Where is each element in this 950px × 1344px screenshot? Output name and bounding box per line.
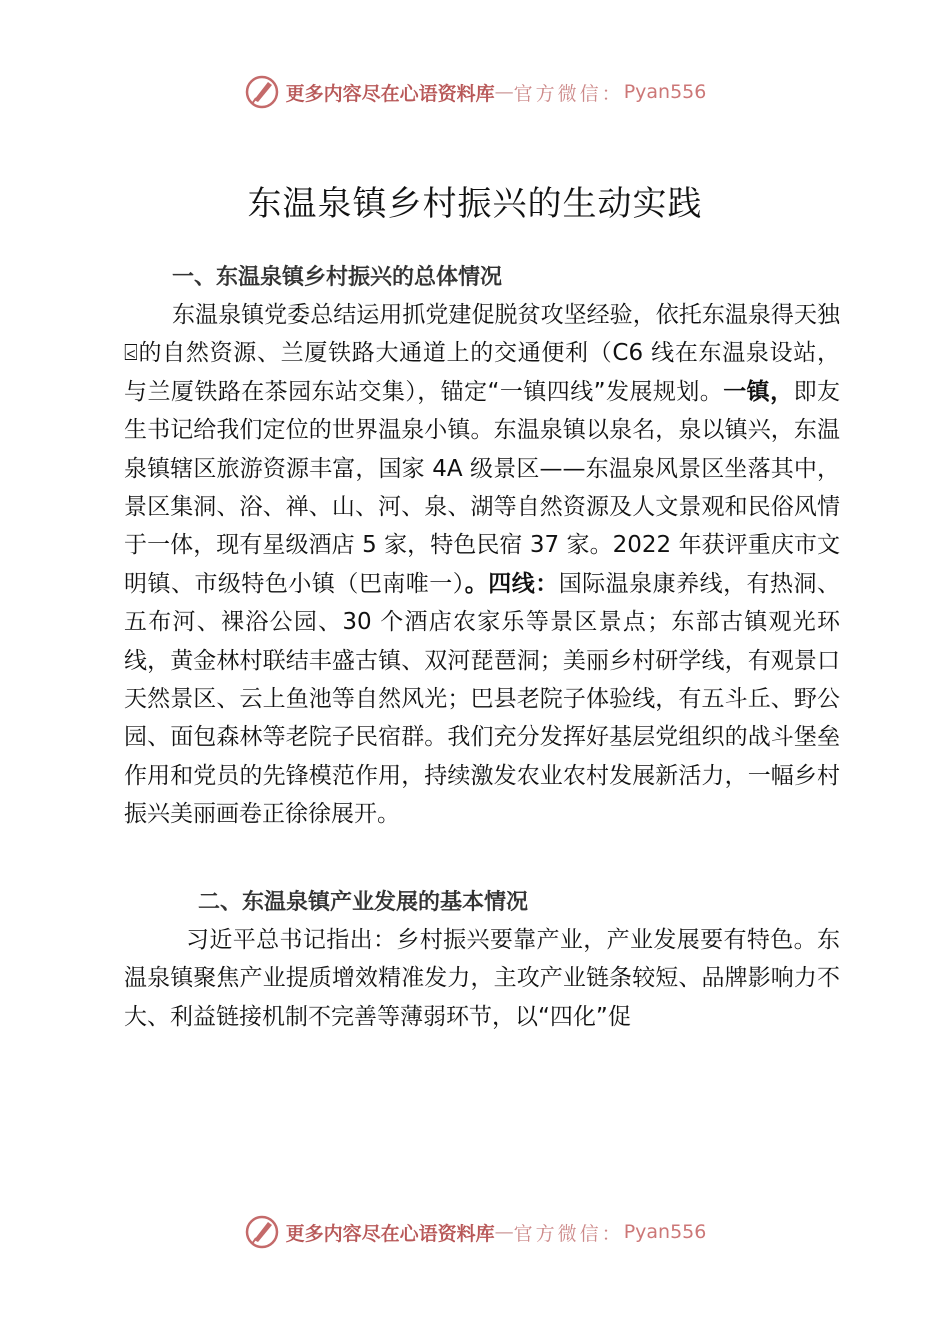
- watermark-wechat-id: Pyan556: [623, 81, 707, 103]
- paragraph-text-a: 东温泉镇党委总结运用抓党建促脱贫攻坚经验，依托东温泉得天独⍃的自然资源、兰厦铁路大通道上的交通便利（C6 线在东温泉设站，与兰厦铁路在茶园东站交集），锚定“一镇四线”发展规划。: [124, 302, 840, 405]
- section-1-paragraph: [124, 296, 840, 834]
- section-heading-1: 一、东温泉镇乡村振兴的总体情况: [172, 264, 503, 290]
- watermark-header: [0, 72, 950, 112]
- watermark-wechat-label: 官方微信：: [513, 82, 624, 105]
- pen-quill-logo-icon: [244, 1214, 280, 1250]
- watermark-wechat-label: 官方微信：: [513, 1222, 624, 1245]
- watermark-text: 更多内容尽在心语资料库: [285, 1222, 495, 1245]
- watermark-text: 更多内容尽在心语资料库: [285, 82, 495, 105]
- page-title: 东温泉镇乡村振兴的生动实践: [247, 184, 703, 224]
- watermark-separator: —: [494, 1221, 514, 1243]
- section-2-paragraph: 习近平总书记指出：乡村振兴要靠产业，产业发展要有特色。东温泉镇聚焦产业提质增效精准发力，主攻产业链条较短、品牌影响力不大、利益链接机制不完善等薄弱环节，以“四化”促: [124, 927, 840, 1030]
- watermark-separator: —: [494, 81, 514, 103]
- section-heading-2: 二、东温泉镇产业发展的基本情况: [198, 889, 529, 915]
- paragraph-text-b: 即友生书记给我们定位的世界温泉小镇。东温泉镇以泉名，泉以镇兴，东温泉镇辖区旅游资源丰富，国家 4A 级景区——东温泉风景区坐落其中，景区集洞、浴、禅、山、河、泉、湖等自然资源及人文景观和民俗风情于一体，现有星级酒店 5 家，特色民宿 37 家。2022 年获评重庆市文明镇、市级特色小镇（巴南唯一）: [124, 378, 841, 597]
- watermark-footer: [0, 1212, 950, 1252]
- paragraph-text-c: 国际温泉康养线，有热洞、五布河、裸浴公园、30 个酒店农家乐等景区景点；东部古镇观光环线，黄金林村联结丰盛古镇、双河琵琶洞；美丽乡村研学线，有观景口天然景区、云上鱼池等自然风光；巴县老院子体验线，有五斗丘、野公园、面包森林等老院子民宿群。我们充分发挥好基层党组织的战斗堡垒作用和党员的先锋模范作用，持续激发农业农村发展新活力，一幅乡村振兴美丽画卷正徐徐展开。: [124, 570, 841, 828]
- watermark-wechat-id: Pyan556: [623, 1221, 707, 1243]
- bold-label-sixian: 。四线：: [464, 570, 559, 597]
- pen-quill-logo-icon: [244, 74, 280, 110]
- bold-label-yizhen: 一镇，: [723, 378, 794, 405]
